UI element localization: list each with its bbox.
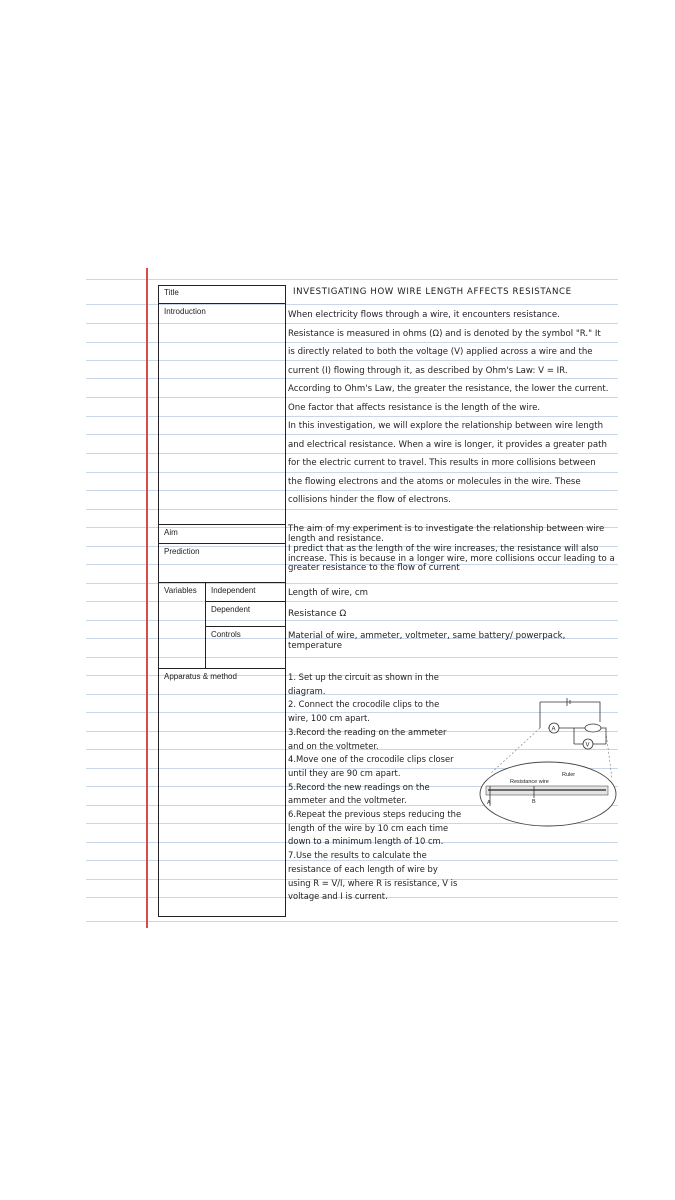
- prediction-label: Prediction: [164, 547, 200, 556]
- battery-icon: [540, 698, 600, 724]
- introduction-label: Introduction: [164, 307, 206, 316]
- introduction-line: is directly related to both the voltage (V) applied across a wire and the: [288, 347, 593, 357]
- controls-label: Controls: [211, 630, 241, 639]
- aim-line: The aim of my experiment is to investigate the relationship between wire: [288, 524, 605, 534]
- introduction-label-cell: [158, 303, 286, 525]
- aim-label: Aim: [164, 528, 178, 537]
- controls-text: [288, 632, 618, 651]
- aim-line: length and resistance.: [288, 533, 384, 544]
- method-line: 3.Record the reading on the ammeter: [288, 726, 447, 737]
- apparatus-label-cell: [158, 668, 286, 917]
- apparatus-label: Apparatus & method: [164, 672, 237, 681]
- introduction-line: One factor that affects resistance is the length of the wire.: [288, 402, 541, 413]
- method-line: and on the voltmeter.: [288, 740, 379, 751]
- aim-text: [288, 525, 628, 544]
- independent-label: Independent: [211, 586, 256, 595]
- introduction-line: In this investigation, we will explore the relationship between wire length: [288, 421, 604, 431]
- variables-label-cell: [158, 582, 206, 669]
- prediction-line: greater resistance to the flow of current: [288, 563, 460, 573]
- method-line: 1. Set up the circuit as shown in the: [288, 672, 439, 682]
- title-label: Title: [164, 288, 179, 297]
- method-text: [288, 671, 474, 904]
- method-line: resistance of each length of wire by: [288, 863, 438, 874]
- method-line: 4.Move one of the crocodile clips closer: [288, 754, 454, 765]
- circuit-diagram: [478, 694, 620, 828]
- introduction-line: current (I) flowing through it, as described by Ohm's Law: V = IR.: [288, 365, 568, 376]
- introduction-line: Resistance is measured in ohms (Ω) and is denoted by the symbol "R." It: [288, 328, 601, 339]
- clip-b-label: B: [532, 799, 536, 805]
- resistance-wire-label: Resistance wire: [510, 779, 549, 785]
- clip-a-label: A: [487, 800, 491, 806]
- method-line: 2. Connect the crocodile clips to the: [288, 699, 440, 710]
- method-line: down to a minimum length of 10 cm.: [288, 836, 444, 847]
- introduction-text: [288, 306, 628, 510]
- controls-line: Material of wire, ammeter, voltmeter, same battery/ powerpack,: [288, 631, 566, 641]
- page-title: INVESTIGATING HOW WIRE LENGTH AFFECTS RESISTANCE: [293, 287, 572, 297]
- method-line: until they are 90 cm apart.: [288, 767, 401, 778]
- dependent-variable-text: Resistance Ω: [288, 609, 347, 619]
- introduction-line: collisions hinder the flow of electrons.: [288, 495, 451, 505]
- variables-label: Variables: [164, 586, 197, 595]
- method-line: 7.Use the results to calculate the: [288, 850, 427, 861]
- prediction-line: I predict that as the length of the wire increases, the resistance will also: [288, 544, 599, 554]
- voltmeter-symbol: V: [585, 742, 590, 749]
- introduction-line: and electrical resistance. When a wire is longer, it provides a greater path: [288, 439, 607, 450]
- method-line: wire, 100 cm apart.: [288, 713, 370, 724]
- introduction-line: According to Ohm's Law, the greater the resistance, the lower the current.: [288, 384, 609, 394]
- independent-variable-text: Length of wire, cm: [288, 588, 368, 598]
- ammeter-symbol: A: [551, 726, 556, 733]
- introduction-line: When electricity flows through a wire, it encounters resistance.: [288, 310, 560, 320]
- introduction-line: the flowing electrons and the atoms or molecules in the wire. These: [288, 476, 581, 487]
- resistor-icon: [585, 724, 601, 732]
- ruler-label: Ruler: [562, 772, 576, 778]
- method-line: using R = V/I, where R is resistance, V is: [288, 877, 458, 888]
- prediction-line: increase. This is because in a longer wire, more collisions occur leading to a: [288, 553, 615, 564]
- method-line: voltage and I is current.: [288, 891, 388, 902]
- margin-line: [146, 268, 148, 928]
- introduction-line: for the electric current to travel. This results in more collisions between: [288, 458, 596, 468]
- method-line: length of the wire by 10 cm each time: [288, 822, 449, 833]
- method-line: ammeter and the voltmeter.: [288, 795, 407, 806]
- controls-line: temperature: [288, 640, 343, 651]
- method-line: 6.Repeat the previous steps reducing the: [288, 809, 462, 820]
- method-line: 5.Record the new readings on the: [288, 781, 430, 792]
- dependent-label: Dependent: [211, 605, 251, 614]
- prediction-text: [288, 545, 633, 574]
- method-line: diagram.: [288, 685, 326, 696]
